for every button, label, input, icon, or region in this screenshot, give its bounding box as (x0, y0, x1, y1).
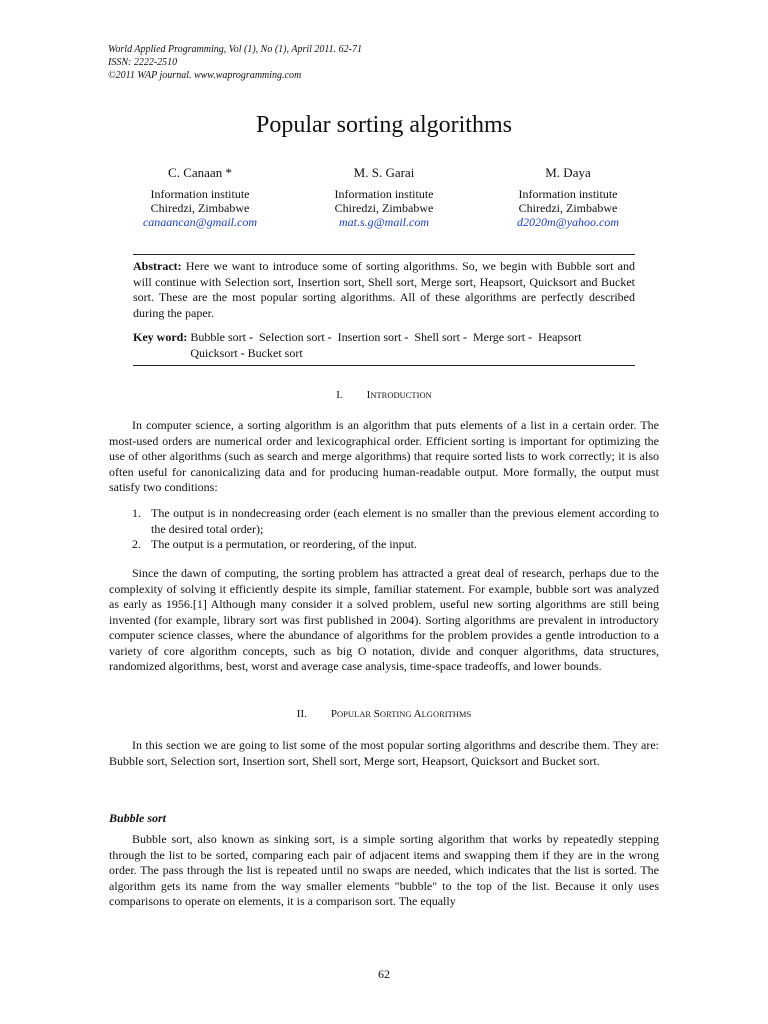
list-item (132, 506, 659, 537)
abstract-label: Abstract: (133, 259, 182, 273)
conditions-list (132, 506, 659, 553)
section-title-rest: ORTING (379, 709, 412, 719)
list-marker: 1. (132, 506, 141, 520)
keyword: Bubble sort (190, 330, 246, 344)
abstract-top-rule (133, 254, 635, 255)
paper-title: Popular sorting algorithms (256, 112, 512, 138)
section-title-rest: NTRODUCTION (370, 390, 432, 400)
section2-paragraph: In this section we are going to list some of the most popular sorting algorithms and describe them. They are: Bubble sort, Selection sort, Insertion sort, Shell sort, Merge sort, Heapsort, Quicksort and Bucket sort. (109, 738, 659, 768)
keyword: Quicksort (190, 345, 238, 360)
journal-citation: World Applied Programming, Vol (1), No (1), April 2011. 62-71 (108, 44, 362, 55)
author-1 (108, 164, 292, 229)
author-location: Chiredzi, Zimbabwe (334, 201, 434, 215)
abstract (133, 259, 635, 321)
author-name: M. S. Garai (353, 165, 415, 180)
keywords (133, 330, 635, 361)
intro-paragraph-2: Since the dawn of computing, the sorting problem has attracted a great deal of research, perhaps due to the complexity of solving it efficiently despite its simple, familiar statement. For example, bubble sort was analyzed as early as 1956.[1] Although many consider it a solved problem, useful new sorting algorithms are still being invented (for example, library sort was first published in 2004). Sorting algorithms are prevalent in introductory computer science classes, where the abundance of algorithms for the problem provides a gentle introduction to a variety of core algorithm concepts, such as big O notation, divide and conquer algorithms, data structures, randomized algorithms, best, worst and average case analysis, time-space tradeoffs, and lower bounds. (109, 566, 659, 673)
keyword: Heapsort (538, 330, 582, 344)
section-title-rest: LGORITHMS (421, 709, 472, 719)
section-title-initial: P (330, 708, 337, 720)
keyword: Shell sort (414, 330, 460, 344)
keyword-separator: - (240, 345, 245, 360)
keyword-separator: - (249, 330, 253, 344)
page-number: 62 (378, 967, 390, 981)
author-2 (292, 164, 476, 229)
keyword-separator: - (327, 330, 332, 344)
bubble-sort-paragraph: Bubble sort, also known as sinking sort, is a simple sorting algorithm that works by repeatedly stepping through the list to be sorted, comparing each pair of adjacent items and swapping them if they are in the wrong order. The pass through the list is repeated until no swaps are needed, which indicates that the list is sorted. The algorithm gets its name from the way smaller elements "bubble" to the top of the list. Because it only uses comparisons to operate on elements, it is a comparison sort. The equally (109, 832, 659, 908)
author-email[interactable]: d2020m@yahoo.com (516, 215, 620, 229)
journal-copyright: ©2011 WAP journal. www.waprogramming.com (108, 70, 302, 81)
subsection-heading-bubble-sort: Bubble sort (109, 811, 167, 825)
section-title-rest: OPULAR (337, 709, 372, 719)
journal-issn: ISSN: 2222-2510 (108, 57, 178, 68)
abstract-bottom-rule (133, 365, 635, 366)
author-location: Chiredzi, Zimbabwe (150, 201, 250, 215)
keyword: Merge sort (472, 330, 526, 344)
author-email[interactable]: canaancan@gmail.com (142, 215, 258, 229)
section-heading-introduction (0, 388, 768, 402)
keyword: Insertion sort (337, 330, 402, 344)
list-text: The output is in nondecreasing order (each element is no smaller than the previous element according to the desired total order); (151, 506, 659, 536)
list-item (132, 537, 659, 553)
keyword: Bucket sort (247, 345, 303, 360)
keyword: Selection sort (259, 330, 325, 344)
author-name: M. Daya (545, 165, 591, 180)
intro-paragraph-1: In computer science, a sorting algorithm is an algorithm that puts elements of a list in a certain order. The most-used orders are numerical order and lexicographical order. Efficient sorting is important for optimizing the use of other algorithms (such as search and merge algorithms) that require sorted lists to work correctly; it is also often useful for canonicalizing data and for producing human-readable output. More formally, the output must satisfy two conditions: (109, 418, 659, 494)
section-heading-popular-sorting-algorithms (0, 707, 768, 721)
author-institute: Information institute (150, 187, 250, 201)
keywords-label: Key word: (133, 330, 188, 344)
author-3 (476, 164, 660, 229)
section-number: II. (296, 708, 307, 720)
journal-header (108, 43, 362, 82)
abstract-text: Here we want to introduce some of sorting algorithms. So, we begin with Bubble sort and will continue with Selection sort, Insertion sort, Shell sort, Merge sort, Heapsort, Quicksort and Bucket sort. These are the most popular sorting algorithms. All of these algorithms are perfectly described during the paper. (133, 259, 636, 320)
author-email[interactable]: mat.s.g@mail.com (338, 215, 430, 229)
keywords-list (190, 330, 635, 361)
section-title-initial: I (366, 389, 371, 401)
section-number: I. (336, 389, 343, 401)
keyword-separator: - (462, 330, 467, 344)
author-name: C. Canaan * (168, 165, 232, 180)
section-title-initial: S (373, 708, 380, 720)
section-title-initial: A (413, 708, 422, 720)
keyword-separator: - (528, 330, 533, 344)
author-location: Chiredzi, Zimbabwe (518, 201, 618, 215)
list-text: The output is a permutation, or reordering, of the input. (151, 537, 417, 551)
author-institute: Information institute (334, 187, 434, 201)
list-marker: 2. (132, 537, 141, 551)
keyword-separator: - (404, 330, 409, 344)
author-institute: Information institute (518, 187, 618, 201)
